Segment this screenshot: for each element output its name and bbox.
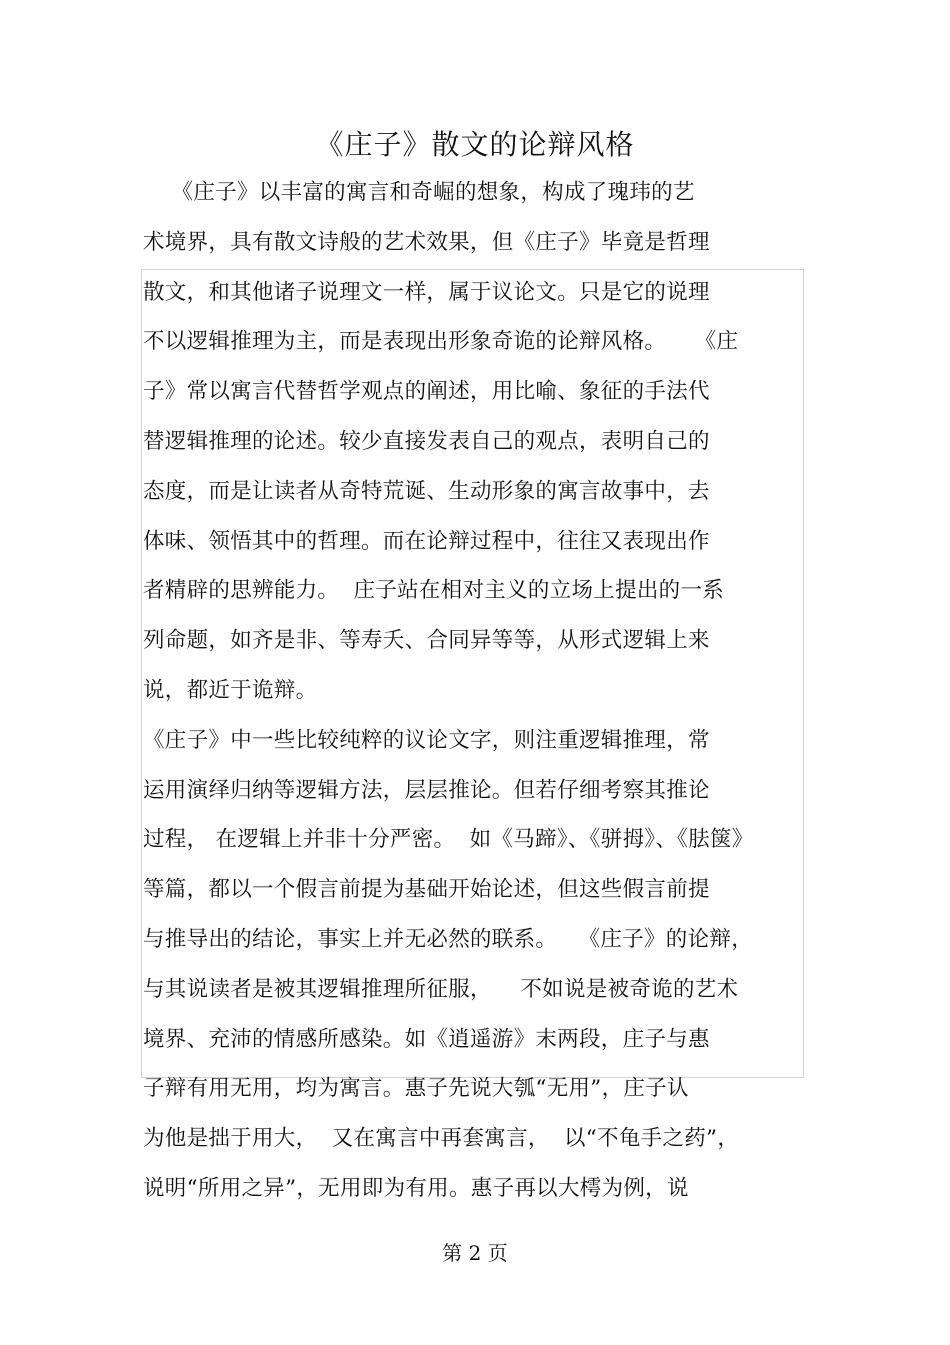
- text-line: 子》常以寓言代替哲学观点的阐述，用比喻、象征的手法代: [143, 379, 710, 405]
- text-line: 说，都近于诡辩。: [143, 677, 318, 703]
- text-line: 《庄子》中一些比较纯粹的议论文字，则注重逻辑推理，常: [143, 727, 710, 753]
- text-line: 列命题，如齐是非、等寿夭、合同异等等，从形式逻辑上来: [143, 628, 710, 654]
- text-line: 不以逻辑推理为主，而是表现出形象奇诡的论辩风格。 《庄: [143, 329, 739, 355]
- text-line: 运用演绎归纳等逻辑方法，层层推论。但若仔细考察其推论: [143, 777, 710, 803]
- text-line: 等篇，都以一个假言前提为基础开始论述，但这些假言前提: [143, 877, 710, 903]
- text-line: 与其说读者是被其逻辑推理所征服， 不如说是被奇诡的艺术: [143, 976, 739, 1002]
- page-title: 《庄子》散文的论辩风格: [315, 128, 635, 161]
- text-line: 替逻辑推理的论述。较少直接发表自己的观点，表明自己的: [143, 428, 710, 454]
- text-line: 术境界，具有散文诗般的艺术效果，但《庄子》毕竟是哲理: [143, 229, 710, 255]
- text-line: 说明“所用之异”，无用即为有用。惠子再以大樗为例，说: [143, 1175, 689, 1201]
- text-line: 与推导出的结论，事实上并无必然的联系。 《庄子》的论辩，: [143, 926, 754, 952]
- text-line: 体味、领悟其中的哲理。而在论辩过程中，往往又表现出作: [143, 528, 710, 554]
- text-line: 态度，而是让读者从奇特荒诞、生动形象的寓言故事中，去: [143, 478, 710, 504]
- text-line: 境界、充沛的情感所感染。如《逍遥游》末两段，庄子与惠: [143, 1026, 710, 1052]
- text-line: 者精辟的思辨能力。 庄子站在相对主义的立场上提出的一系: [143, 578, 725, 604]
- text-line: 过程， 在逻辑上并非十分严密。 如《马蹄》、《骈拇》、《胠箧》: [143, 827, 754, 853]
- body-text: [143, 168, 823, 1214]
- text-line: 散文，和其他诸子说理文一样，属于议论文。只是它的说理: [143, 279, 710, 305]
- text-line: 为他是拙于用大， 又在寓言中再套寓言， 以“不龟手之药”，: [143, 1126, 740, 1152]
- text-line: 《庄子》以丰富的寓言和奇崛的想象，构成了瑰玮的艺: [143, 180, 695, 205]
- text-line: 子辩有用无用，均为寓言。惠子先说大瓠“无用”，庄子认: [143, 1076, 689, 1102]
- page-number: 第 2 页: [442, 1241, 508, 1265]
